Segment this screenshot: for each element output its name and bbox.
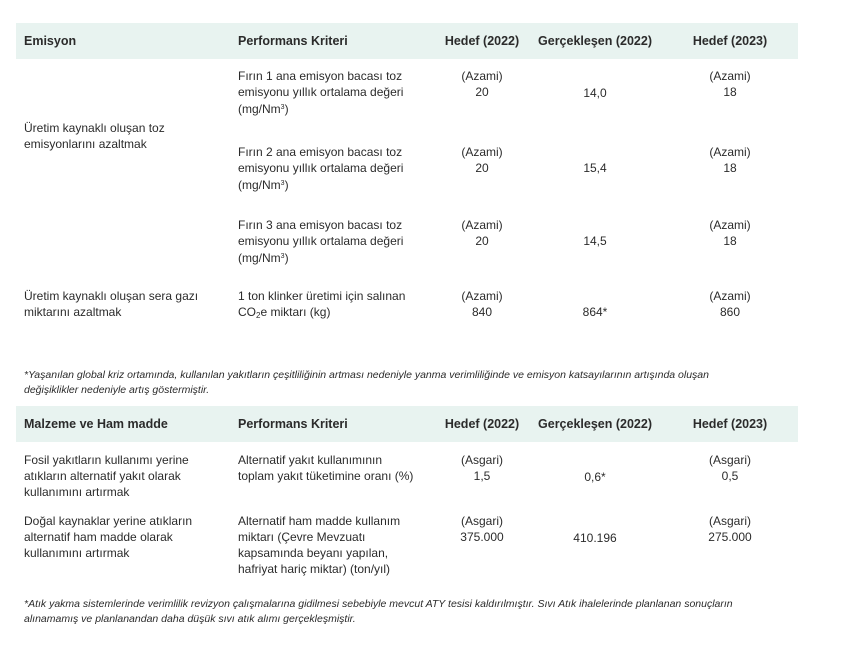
ghg-criteria bbox=[238, 288, 405, 324]
emission-footnote-line2: değişiklikler nedeniyle artış göstermiştir. bbox=[24, 384, 210, 396]
alt-raw-material-criteria-line4: hafriyat hariç miktar) (ton/yıl) bbox=[238, 562, 391, 576]
ghg-target-2023-qualifier: (Azami) bbox=[709, 289, 751, 303]
alt-raw-material-target-2022-qualifier: (Asgari) bbox=[460, 514, 503, 528]
emission-table-header bbox=[16, 23, 798, 59]
kiln2-target-2022 bbox=[432, 144, 532, 176]
alt-raw-material-target-2023-value: 275.000 bbox=[708, 530, 752, 544]
ghg-criteria-line1: 1 ton klinker üretimi için salınan bbox=[238, 289, 406, 303]
kiln3-target-2022-value: 20 bbox=[475, 234, 489, 248]
kiln2-target-2022-value: 20 bbox=[475, 161, 489, 175]
alt-raw-material-target-2023-qualifier: (Asgari) bbox=[708, 514, 751, 528]
header-emission: Emisyon bbox=[24, 34, 77, 48]
kiln2-actual-2022 bbox=[536, 160, 654, 176]
alt-fuel-actual-2022-value: 0,6* bbox=[584, 470, 606, 484]
header-material: Malzeme ve Ham madde bbox=[24, 417, 168, 431]
header-actual-2022: Gerçekleşen (2022) bbox=[538, 417, 652, 431]
emission-footnote bbox=[24, 368, 804, 398]
kiln2-criteria-line1: Fırın 2 ana emisyon bacası toz bbox=[238, 145, 403, 159]
kiln2-criteria-unit: (mg/Nm$^3$) bbox=[238, 178, 289, 192]
material-footnote bbox=[24, 597, 804, 627]
ghg-target-2022-value: 840 bbox=[471, 305, 493, 319]
kiln3-criteria bbox=[238, 217, 403, 266]
alt-raw-material-criteria bbox=[238, 513, 400, 577]
header-performance-criteria: Performans Kriteri bbox=[238, 417, 348, 431]
alt-raw-material-goal-line3: kullanımını artırmak bbox=[24, 546, 130, 560]
kiln1-target-2022 bbox=[432, 68, 532, 100]
ghg-actual-2022-value: 864* bbox=[582, 305, 608, 319]
alt-raw-material-criteria-line2: miktarı (Çevre Mevzuatı bbox=[238, 530, 366, 544]
alt-fuel-goal bbox=[24, 452, 189, 500]
alt-fuel-criteria-line2: toplam yakıt tüketimine oranı (%) bbox=[238, 469, 414, 483]
alt-fuel-goal-line1: Fosil yakıtların kullanımı yerine bbox=[24, 453, 189, 467]
alt-fuel-criteria bbox=[238, 452, 413, 484]
ghg-criteria-line2: $CO_2e$ miktarı (kg) bbox=[238, 305, 331, 320]
alt-raw-material-goal-line1: Doğal kaynaklar yerine atıkların bbox=[24, 514, 193, 528]
kiln2-target-2023-value: 18 bbox=[723, 161, 737, 175]
dust-emission-goal bbox=[24, 120, 165, 152]
ghg-goal-line1: Üretim kaynaklı oluşan sera gazı bbox=[24, 289, 199, 303]
kiln2-actual-2022-value: 15,4 bbox=[583, 161, 607, 175]
alt-raw-material-goal-line2: alternatif ham madde olarak bbox=[24, 530, 173, 544]
kiln2-target-2023-qualifier: (Azami) bbox=[709, 145, 751, 159]
material-footnote-line1: *Atık yakma sistemlerinde verimlilik revizyon çalışmalarına gidilmesi sebebiyle mevcut ATY tesisi kaldırılmıştır. Sıvı Atık ihalelerinde planlanan sonuçların bbox=[24, 598, 733, 610]
alt-fuel-actual-2022 bbox=[536, 469, 654, 485]
kiln1-actual-2022 bbox=[536, 85, 654, 101]
header-performance-criteria: Performans Kriteri bbox=[238, 34, 348, 48]
alt-raw-material-goal bbox=[24, 513, 192, 561]
alt-fuel-target-2023-value: 0,5 bbox=[721, 469, 739, 483]
kiln3-criteria-line1: Fırın 3 ana emisyon bacası toz bbox=[238, 218, 403, 232]
alt-fuel-target-2023 bbox=[680, 452, 780, 484]
kiln1-target-2022-value: 20 bbox=[475, 85, 489, 99]
kiln3-target-2023-qualifier: (Azami) bbox=[709, 218, 751, 232]
header-target-2022: Hedef (2022) bbox=[444, 34, 520, 48]
kiln3-target-2023-value: 18 bbox=[723, 234, 737, 248]
ghg-target-2023 bbox=[680, 288, 780, 320]
kiln3-target-2022 bbox=[432, 217, 532, 249]
kiln3-target-2022-qualifier: (Azami) bbox=[461, 218, 503, 232]
alt-raw-material-actual-2022-value: 410.196 bbox=[573, 531, 617, 545]
header-target-2023: Hedef (2023) bbox=[692, 417, 768, 431]
kiln3-criteria-line2: emisyonu yıllık ortalama değeri bbox=[238, 234, 404, 248]
alt-raw-material-target-2022 bbox=[432, 513, 532, 545]
kiln1-actual-2022-value: 14,0 bbox=[583, 86, 607, 100]
alt-fuel-target-2022-value: 1,5 bbox=[473, 469, 491, 483]
alt-fuel-goal-line2: atıkların alternatif yakıt olarak bbox=[24, 469, 181, 483]
header-target-2022: Hedef (2022) bbox=[444, 417, 520, 431]
kiln3-actual-2022-value: 14,5 bbox=[583, 234, 607, 248]
alt-raw-material-target-2022-value: 375.000 bbox=[460, 530, 504, 544]
alt-raw-material-criteria-line3: kapsamında beyanı yapılan, bbox=[238, 546, 389, 560]
header-actual-2022: Gerçekleşen (2022) bbox=[538, 34, 652, 48]
ghg-target-2023-value: 860 bbox=[719, 305, 741, 319]
alt-fuel-criteria-line1: Alternatif yakıt kullanımının bbox=[238, 453, 383, 467]
kiln3-actual-2022 bbox=[536, 233, 654, 249]
kiln2-criteria-line2: emisyonu yıllık ortalama değeri bbox=[238, 161, 404, 175]
material-table bbox=[16, 406, 798, 586]
dust-emission-goal-line2: emisyonlarını azaltmak bbox=[24, 137, 147, 151]
kiln1-target-2023-value: 18 bbox=[723, 85, 737, 99]
material-table-header bbox=[16, 406, 798, 442]
alt-fuel-target-2022-qualifier: (Asgari) bbox=[460, 453, 503, 467]
ghg-actual-2022 bbox=[536, 304, 654, 320]
kiln1-criteria-line2: emisyonu yıllık ortalama değeri bbox=[238, 85, 404, 99]
alt-raw-material-criteria-line1: Alternatif ham madde kullanım bbox=[238, 514, 401, 528]
alt-fuel-target-2023-qualifier: (Asgari) bbox=[708, 453, 751, 467]
alt-raw-material-target-2023 bbox=[680, 513, 780, 545]
kiln1-criteria-unit: (mg/Nm$^3$) bbox=[238, 102, 289, 116]
kiln1-target-2023 bbox=[680, 68, 780, 100]
kiln1-target-2023-qualifier: (Azami) bbox=[709, 69, 751, 83]
material-footnote-line2: alınamamış ve planlanandan daha düşük sıvı atık alımı gerçekleşmiştir. bbox=[24, 613, 356, 625]
kiln1-target-2022-qualifier: (Azami) bbox=[461, 69, 503, 83]
ghg-goal-line2: miktarını azaltmak bbox=[24, 305, 122, 319]
ghg-goal bbox=[24, 288, 198, 320]
kiln3-criteria-unit: (mg/Nm$^3$) bbox=[238, 251, 289, 265]
emission-table bbox=[16, 23, 798, 323]
alt-raw-material-actual-2022 bbox=[536, 530, 654, 546]
kiln2-target-2023 bbox=[680, 144, 780, 176]
alt-fuel-target-2022 bbox=[432, 452, 532, 484]
kiln2-target-2022-qualifier: (Azami) bbox=[461, 145, 503, 159]
emission-footnote-line1: *Yaşanılan global kriz ortamında, kullanılan yakıtların çeşitliliğinin artması nedeniyle yanma verimliliğinde ve emisyon katsayılarının artışında oluşan bbox=[24, 369, 709, 381]
header-target-2023: Hedef (2023) bbox=[692, 34, 768, 48]
alt-fuel-goal-line3: kullanımını artırmak bbox=[24, 485, 130, 499]
ghg-target-2022 bbox=[432, 288, 532, 320]
kiln2-criteria bbox=[238, 144, 403, 193]
ghg-target-2022-qualifier: (Azami) bbox=[461, 289, 503, 303]
kiln1-criteria bbox=[238, 68, 403, 117]
kiln1-criteria-line1: Fırın 1 ana emisyon bacası toz bbox=[238, 69, 403, 83]
dust-emission-goal-line1: Üretim kaynaklı oluşan toz bbox=[24, 121, 165, 135]
kiln3-target-2023 bbox=[680, 217, 780, 249]
